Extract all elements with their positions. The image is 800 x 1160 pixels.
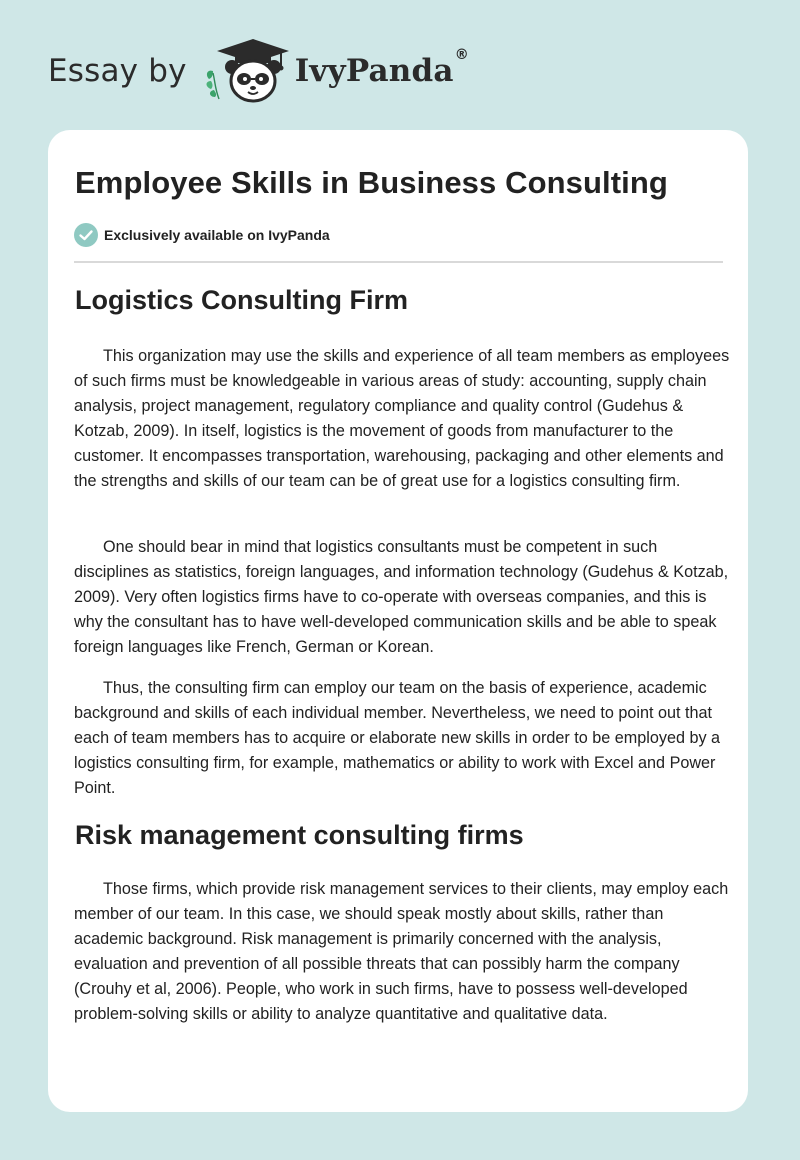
- paragraph: One should bear in mind that logistics consultants must be competent in such disciplines as statistics, foreign languages, and information technology (Gudehus & Kotzab, 2009). Very often logistics firms have to co-operate with overseas companies, and this is why the consultant has to have well-developed communication skills and be able to speak foreign languages like French, German or Korean.: [74, 538, 729, 656]
- registered-mark: ®: [454, 47, 469, 63]
- panda-graduation-cap-icon: [201, 35, 293, 107]
- section-heading-risk-management: Risk management consulting firms: [75, 820, 524, 850]
- section-heading-logistics: Logistics Consulting Firm: [75, 285, 409, 315]
- page-title: Employee Skills in Business Consulting: [75, 165, 668, 200]
- essay-by-label: Essay by: [48, 53, 187, 89]
- brand-name: IvyPanda®: [294, 47, 469, 89]
- paragraph: Thus, the consulting firm can employ our team on the basis of experience, academic background and skills of each individual member. Nevertheless, we need to point out that each of team members has to acquire or elaborate new skills in order to be employed by a logistics consulting firm, for example, mathematics or ability to work with Excel and Power Point.: [74, 679, 721, 797]
- site-header: [0, 0, 800, 130]
- paragraph: This organization may use the skills and experience of all team members as employees of such firms must be knowledgeable in various areas of study: accounting, supply chain analysis, project management, regulatory compliance and quality control (Gudehus & Kotzab, 2009). In itself, logistics is the movement of goods from manufacturer to the customer. It encompasses transportation, warehousing, packaging and other elements and the strengths and skills of our team can be of great use for a logistics consulting firm.: [74, 347, 730, 490]
- brand-logo[interactable]: [48, 36, 469, 106]
- essay-card: [48, 130, 748, 1112]
- paragraph: Those firms, which provide risk management services to their clients, may employ each member of our team. In this case, we should speak mostly about skills, rather than academic background. Risk management is primarily concerned with the analysis, evaluation and prevention of all possible threats that can possibly harm the company (Crouhy et al, 2006). People, who work in such firms, have to possess well-developed problem-solving skills or ability to analyze quantitative and qualitative data.: [74, 880, 729, 1023]
- badge-label: Exclusively available on IvyPanda: [104, 227, 330, 243]
- divider: [74, 261, 723, 263]
- exclusive-badge: [74, 223, 330, 247]
- check-circle-icon: [74, 223, 98, 247]
